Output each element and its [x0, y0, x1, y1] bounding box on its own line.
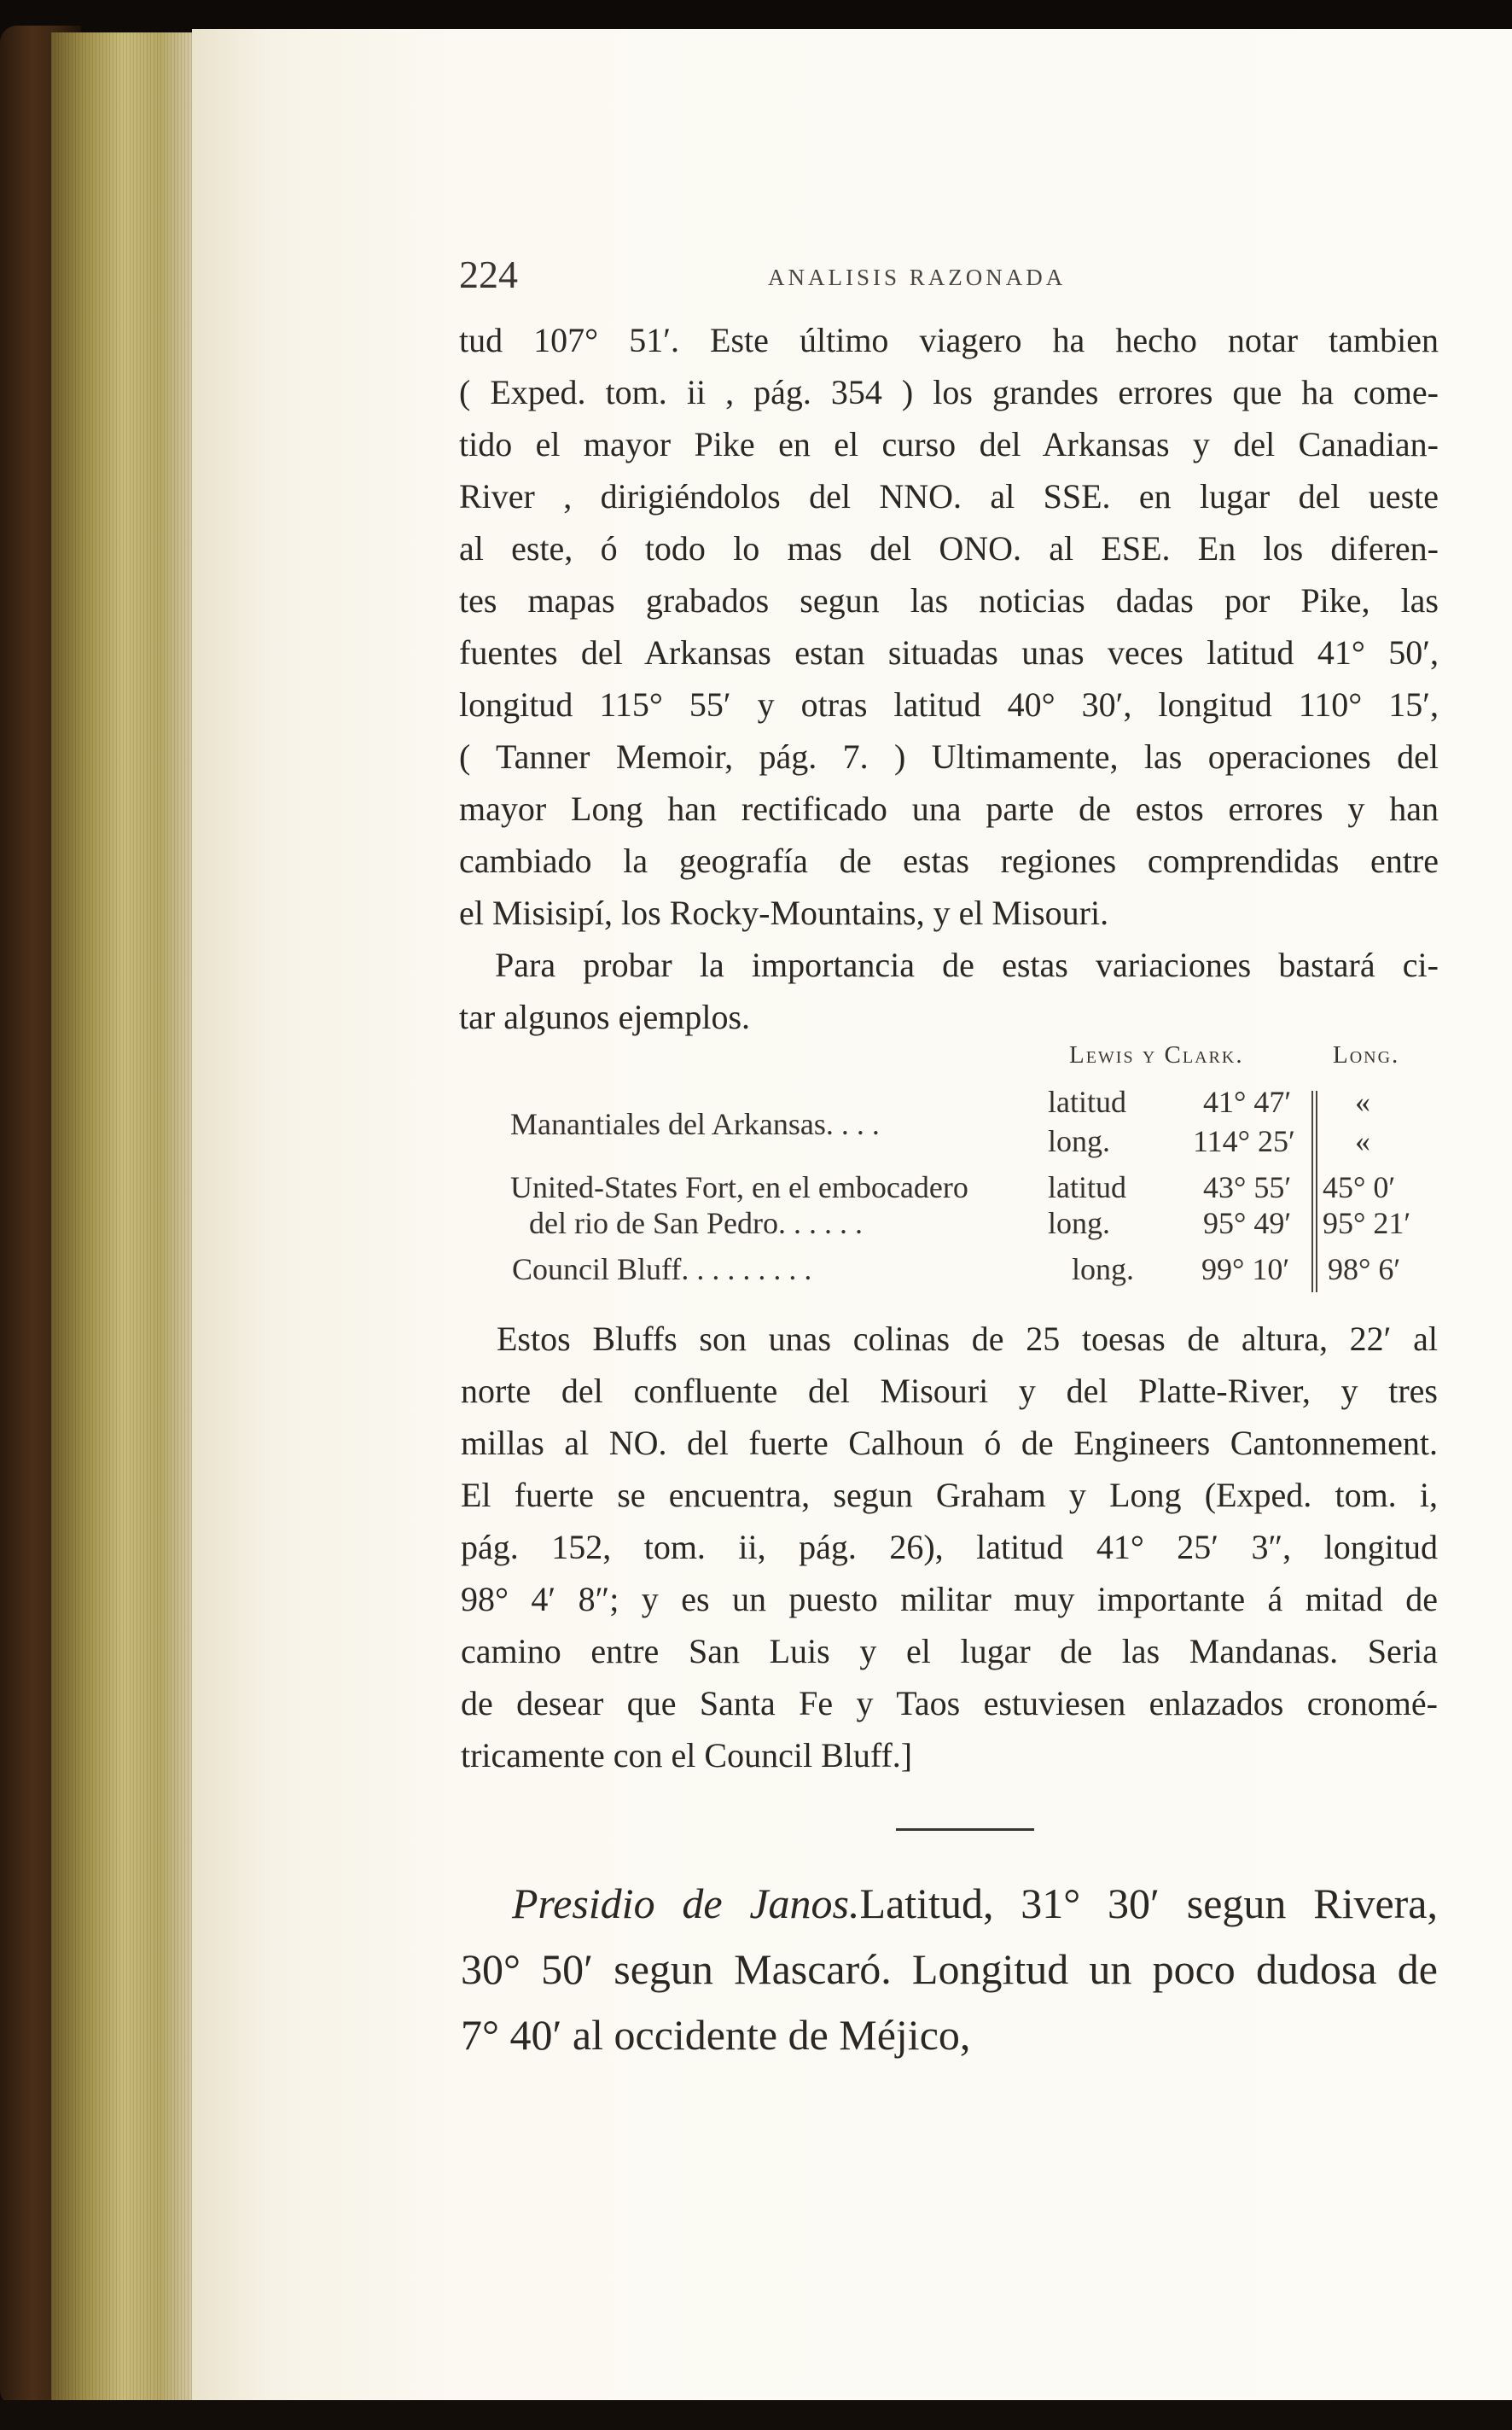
text-line: 7° 40′ al occidente de Méjico,	[461, 2011, 971, 2059]
running-title: ANALISIS RAZONADA	[768, 265, 1067, 290]
column-header-lewis-clark: Lewis y Clark.	[1069, 1041, 1244, 1069]
text-line: tes mapas grabados segun las noticias dadas por Pike, las	[459, 581, 1439, 620]
table-place: Manantiales del Arkansas. . . .	[510, 1107, 880, 1141]
text-line: longitud 115° 55′ y otras latitud 40° 30′, longitud 110° 15′,	[459, 685, 1439, 724]
section-divider	[896, 1828, 1034, 1831]
text-line: River , dirigiéndolos del NNO. al SSE. en lugar del ueste	[459, 477, 1439, 516]
lewis-clark-value: 99° 10′	[1201, 1252, 1290, 1286]
long-value: 45° 0′	[1323, 1170, 1396, 1204]
text-line: de desear que Santa Fe y Taos estuviesen enlazados cronomé-	[461, 1684, 1438, 1722]
text-line: ( Exped. tom. ii , pág. 354 ) los grandes errores que ha come-	[459, 373, 1439, 411]
scan-border	[0, 2400, 1512, 2430]
column-header-long: Long.	[1333, 1041, 1400, 1069]
text-line: 98° 4′ 8″; y es un puesto militar muy importante á mitad de	[461, 1580, 1438, 1618]
table-place: Council Bluff. . . . . . . . .	[512, 1252, 812, 1286]
paragraph-3	[461, 1313, 1438, 1781]
text-line: camino entre San Luis y el lugar de las Mandanas. Seria	[461, 1632, 1438, 1670]
column-divider	[1316, 1091, 1317, 1292]
text-line: tricamente con el Council Bluff.]	[461, 1736, 913, 1774]
paragraph-1	[459, 314, 1439, 1043]
coord-type: latitud	[1048, 1085, 1126, 1119]
long-value: 98° 6′	[1328, 1252, 1401, 1286]
coord-type: long.	[1048, 1124, 1111, 1158]
text-line: el Misisipí, los Rocky-Mountains, y el Misouri.	[459, 894, 1109, 932]
lewis-clark-value: 95° 49′	[1203, 1206, 1292, 1240]
page-number: 224	[459, 253, 518, 296]
text-line: Estos Bluffs son unas colinas de 25 toesas de altura, 22′ al	[497, 1320, 1438, 1358]
text-line: ( Tanner Memoir, pág. 7. ) Ultimamente, las operaciones del	[459, 737, 1439, 776]
entry-text: Latitud, 31° 30′ segun Rivera,	[859, 1879, 1438, 1927]
page-edges	[51, 32, 196, 2401]
lewis-clark-value: 43° 55′	[1203, 1170, 1292, 1204]
text-line: cambiado la geografía de estas regiones comprendidas entre	[459, 842, 1439, 880]
table-place: United-States Fort, en el embocadero	[510, 1170, 968, 1204]
lewis-clark-value: 114° 25′	[1193, 1124, 1295, 1158]
long-value: «	[1355, 1085, 1370, 1119]
column-divider	[1311, 1091, 1313, 1292]
text-line	[461, 1871, 1438, 1937]
coord-type: latitud	[1048, 1170, 1126, 1204]
text-line: tar algunos ejemplos.	[459, 998, 751, 1036]
text-line: norte del confluente del Misouri y del Platte-River, y tres	[461, 1372, 1438, 1410]
table-place: del rio de San Pedro. . . . . .	[529, 1206, 863, 1240]
text-line: fuentes del Arkansas estan situadas unas veces latitud 41° 50′,	[459, 633, 1439, 672]
text-line: pág. 152, tom. ii, pág. 26), latitud 41° 25′ 3″, longitud	[461, 1528, 1438, 1566]
text-line: tido el mayor Pike en el curso del Arkansas y del Canadian-	[459, 425, 1439, 463]
text-line: mayor Long han rectificado una parte de estos errores y han	[459, 790, 1439, 828]
coord-type: long.	[1048, 1206, 1111, 1240]
lewis-clark-value: 41° 47′	[1203, 1085, 1292, 1119]
paragraph-4	[461, 1871, 1438, 2068]
text-line: tud 107° 51′. Este último viagero ha hecho notar tambien	[459, 321, 1439, 359]
text-line: Para probar la importancia de estas variaciones bastará ci-	[495, 946, 1439, 984]
text-line: 30° 50′ segun Mascaró. Longitud un poco dudosa de	[461, 1945, 1438, 1993]
long-value: 95° 21′	[1323, 1206, 1411, 1240]
text-line: al este, ó todo lo mas del ONO. al ESE. En los diferen-	[459, 529, 1439, 568]
long-value: «	[1355, 1124, 1370, 1158]
text-line: millas al NO. del fuerte Calhoun ó de Engineers Cantonnement.	[461, 1424, 1438, 1462]
entry-heading: Presidio de Janos.	[512, 1879, 860, 1927]
coord-type: long.	[1072, 1252, 1135, 1286]
text-line: El fuerte se encuentra, segun Graham y Long (Exped. tom. i,	[461, 1476, 1438, 1514]
